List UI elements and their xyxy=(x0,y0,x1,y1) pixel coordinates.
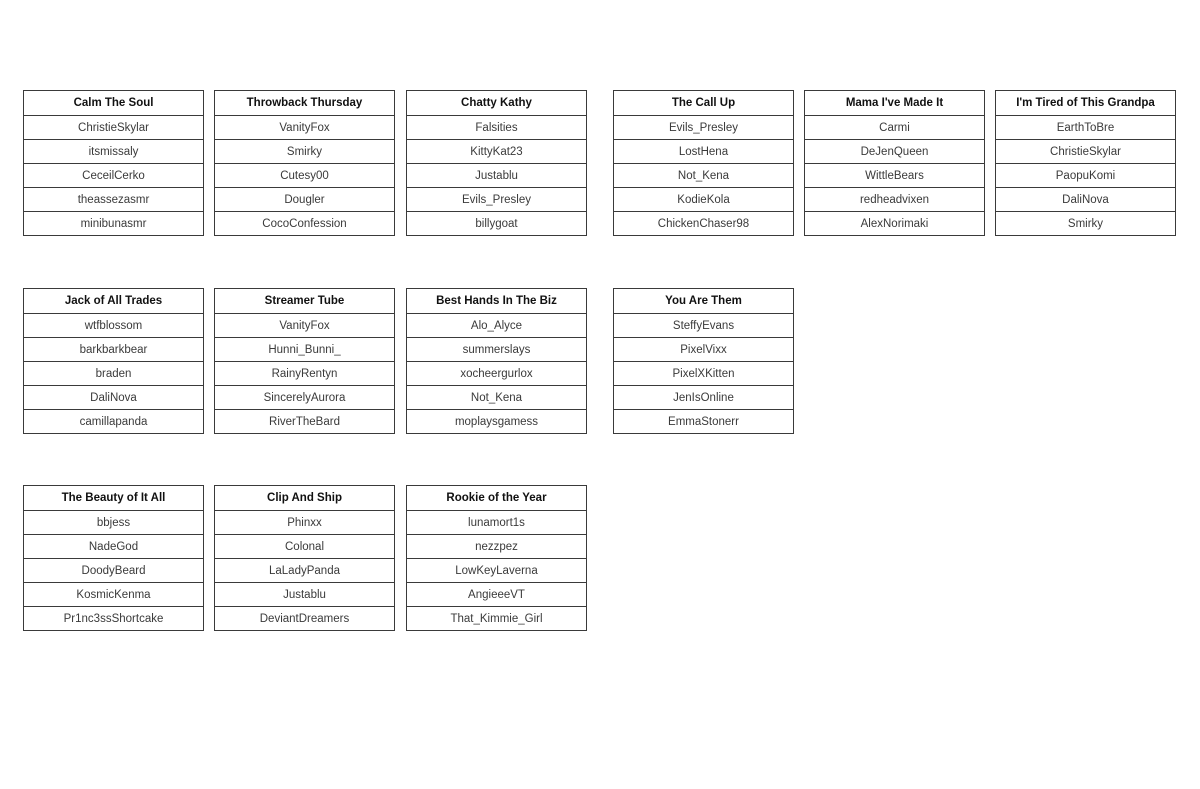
nominee-cell: Falsities xyxy=(407,115,586,139)
nominee-cell: DaliNova xyxy=(24,385,203,409)
nominee-cell: redheadvixen xyxy=(805,187,984,211)
nominee-cell: JenIsOnline xyxy=(614,385,793,409)
category-card-jack-of-all-trades xyxy=(23,288,204,434)
category-card-the-call-up xyxy=(613,90,794,236)
nominee-cell: VanityFox xyxy=(215,313,394,337)
nominee-cell: Phinxx xyxy=(215,510,394,534)
nominee-cell: Evils_Presley xyxy=(407,187,586,211)
nominee-cell: Colonal xyxy=(215,534,394,558)
nominee-cell: PixelVixx xyxy=(614,337,793,361)
nominee-cell: KosmicKenma xyxy=(24,582,203,606)
nominee-cell: ChristieSkylar xyxy=(996,139,1175,163)
category-title: Best Hands In The Biz xyxy=(436,295,557,307)
category-card-mama-ive-made-it xyxy=(804,90,985,236)
nominee-cell: Evils_Presley xyxy=(614,115,793,139)
nominee-cell: xocheergurlox xyxy=(407,361,586,385)
nominee-cell: ChristieSkylar xyxy=(24,115,203,139)
category-title: Rookie of the Year xyxy=(446,492,547,504)
nominee-cell: Carmi xyxy=(805,115,984,139)
nominee-cell: DeJenQueen xyxy=(805,139,984,163)
nominee-cell: PaopuKomi xyxy=(996,163,1175,187)
nominee-cell: KittyKat23 xyxy=(407,139,586,163)
nominee-cell: WittleBears xyxy=(805,163,984,187)
category-title: Throwback Thursday xyxy=(246,97,363,109)
category-title: Streamer Tube xyxy=(264,295,345,307)
nominee-cell: SteffyEvans xyxy=(614,313,793,337)
category-title: Jack of All Trades xyxy=(64,295,163,307)
nominee-cell: Not_Kena xyxy=(614,163,793,187)
nominee-cell: braden xyxy=(24,361,203,385)
category-card-throwback-thursday xyxy=(214,90,395,236)
nominee-cell: EarthToBre xyxy=(996,115,1175,139)
category-card-you-are-them xyxy=(613,288,794,434)
category-title: The Beauty of It All xyxy=(61,492,166,504)
nominee-cell: LostHena xyxy=(614,139,793,163)
nominee-cell: lunamort1s xyxy=(407,510,586,534)
nominee-cell: barkbarkbear xyxy=(24,337,203,361)
nominee-cell: Hunni_Bunni_ xyxy=(215,337,394,361)
category-title: Chatty Kathy xyxy=(461,97,532,109)
nominee-cell: billygoat xyxy=(407,211,586,235)
nominee-cell: That_Kimmie_Girl xyxy=(407,606,586,630)
nominee-cell: KodieKola xyxy=(614,187,793,211)
nominee-cell: AngieeeVT xyxy=(407,582,586,606)
nominee-cell: Pr1nc3ssShortcake xyxy=(24,606,203,630)
nominee-cell: VanityFox xyxy=(215,115,394,139)
nominee-cell: camillapanda xyxy=(24,409,203,433)
category-card-streamer-tube xyxy=(214,288,395,434)
nominee-cell: itsmissaly xyxy=(24,139,203,163)
nominee-cell: Justablu xyxy=(215,582,394,606)
nominee-cell: summerslays xyxy=(407,337,586,361)
nominee-cell: CocoConfession xyxy=(215,211,394,235)
nominee-cell: minibunasmr xyxy=(24,211,203,235)
nominee-cell: RainyRentyn xyxy=(215,361,394,385)
category-title: Clip And Ship xyxy=(267,492,342,504)
nominee-cell: ChickenChaser98 xyxy=(614,211,793,235)
nominee-cell: Not_Kena xyxy=(407,385,586,409)
nominee-cell: EmmaStonerr xyxy=(614,409,793,433)
category-card-best-hands-in-the-biz xyxy=(406,288,587,434)
category-title: Mama I've Made It xyxy=(845,97,944,109)
nominee-cell: theassezasmr xyxy=(24,187,203,211)
category-card-chatty-kathy xyxy=(406,90,587,236)
nominee-cell: moplaysgamess xyxy=(407,409,586,433)
nominee-cell: RiverTheBard xyxy=(215,409,394,433)
nominee-cell: Cutesy00 xyxy=(215,163,394,187)
category-card-clip-and-ship xyxy=(214,485,395,631)
category-title: The Call Up xyxy=(671,97,736,109)
nominee-cell: NadeGod xyxy=(24,534,203,558)
nominee-cell: LowKeyLaverna xyxy=(407,558,586,582)
nominee-cell: Justablu xyxy=(407,163,586,187)
category-title: Calm The Soul xyxy=(73,97,154,109)
category-card-rookie-of-the-year xyxy=(406,485,587,631)
nominee-cell: wtfblossom xyxy=(24,313,203,337)
category-card-im-tired-of-this-grandpa xyxy=(995,90,1176,236)
nominee-cell: Alo_Alyce xyxy=(407,313,586,337)
nominee-cell: SincerelyAurora xyxy=(215,385,394,409)
category-card-the-beauty-of-it-all xyxy=(23,485,204,631)
nominee-cell: Smirky xyxy=(996,211,1175,235)
category-title: You Are Them xyxy=(665,295,742,307)
nominee-cell: DeviantDreamers xyxy=(215,606,394,630)
nominee-cell: PixelXKitten xyxy=(614,361,793,385)
nominee-cell: CeceilCerko xyxy=(24,163,203,187)
category-title: I'm Tired of This Grandpa xyxy=(1016,97,1155,109)
nominee-cell: Dougler xyxy=(215,187,394,211)
nominee-cell: DaliNova xyxy=(996,187,1175,211)
category-card-calm-the-soul xyxy=(23,90,204,236)
nominee-cell: nezzpez xyxy=(407,534,586,558)
nominee-cell: AlexNorimaki xyxy=(805,211,984,235)
nominee-cell: bbjess xyxy=(24,510,203,534)
nominee-cell: Smirky xyxy=(215,139,394,163)
nominee-cell: LaLadyPanda xyxy=(215,558,394,582)
nominee-cell: DoodyBeard xyxy=(24,558,203,582)
